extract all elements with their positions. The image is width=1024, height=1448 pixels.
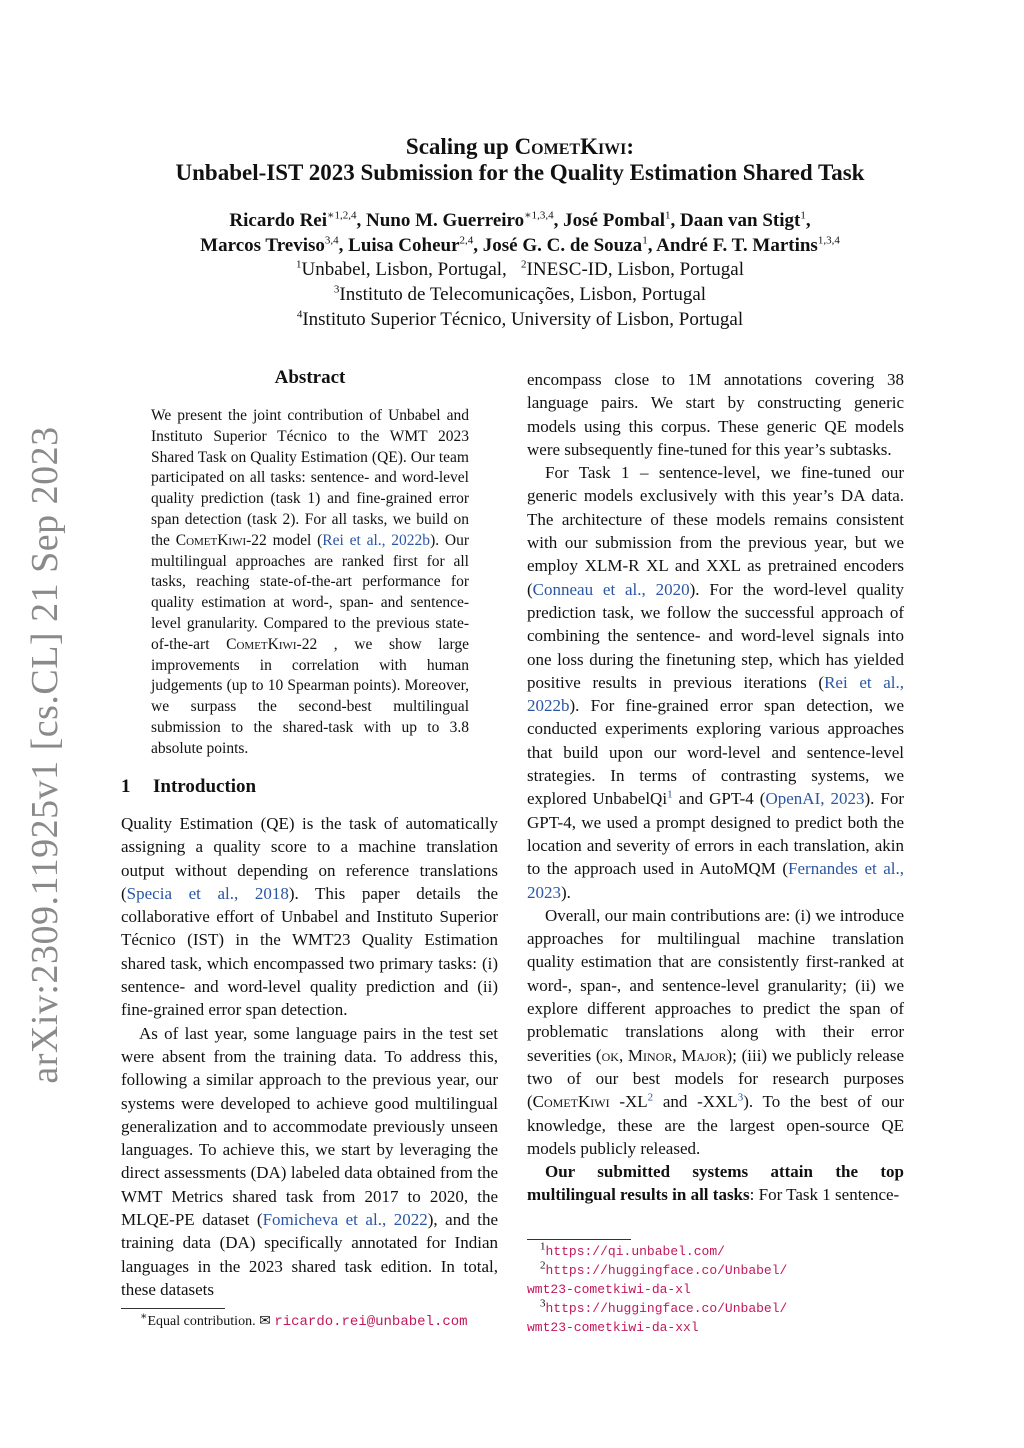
footnote-url-cont[interactable]: wmt23-cometkiwi-da-xxl [527,1320,699,1335]
section-number: 1 [121,776,131,797]
author: Marcos Treviso$^{3,4}$, [200,234,349,256]
model-name: CometKiwi-22 [175,531,267,549]
paragraph: encompass close to 1M annotations covering 38 language pairs. We start by constructing generic models using this corpus. These generic QE models were subsequently fine-tuned for this year’s subtasks. [527,370,904,459]
citation-link[interactable]: Rei et al., 2022b [527,672,904,716]
section-title: Introduction [153,776,257,797]
affiliation: $^3$Instituto de Telecomunicações, Lisbon, Portugal [333,283,707,305]
paragraph: For Task 1 – sentence-level, we fine-tuned our generic models exclusively with this year’s DA data. The architecture of these models remains consistent with our submission from the previous year, but we employ XLM-R XL and XXL as pretrained encoders (Conneau et al., 2020). For the word-level quality prediction task, we follow the successful approach of combining the sentence- and word-level signals into one loss during the finetuning step, which has yielded positive results in previous iterations (Rei et al., 2022b). For fine-grained error span detection, we conducted experiments exploring various approaches that build upon our word-level and sentence-level strategies. In terms of contrasting systems, we explored UnbabelQi$^1$ and GPT-4 (OpenAI, 2023). For GPT-4, we used a prompt designed to predict both the location and severity of errors in each translation, akin to the approach used in AutoMQM (Fernandes et al., 2023). [527,463,904,902]
author: André F. T. Martins$^{1,3,4}$ [656,234,840,256]
abstract-heading: Abstract [274,367,346,388]
citation-link[interactable]: Conneau et al., 2020 [532,579,690,599]
title-model-name: CometKiwi [514,134,627,159]
citation-link[interactable]: Fernandes et al., 2023 [527,859,904,902]
title-prefix: Scaling up [405,134,515,159]
affiliation: $^2$INESC-ID, Lisbon, Portugal [521,258,744,280]
paper-title-line2: Unbabel-IST 2023 Submission for the Quality Estimation Shared Task [175,160,865,185]
model-name: CometKiwi-22 [226,635,318,653]
footnote-rule [121,1308,225,1309]
citation-link[interactable]: Rei et al., 2022b [322,531,431,549]
author: Daan van Stigt$^1$, [680,209,811,231]
footnote: $^3$https://huggingface.co/Unbabel/ wmt23-cometkiwi-da-xxl [527,1297,788,1335]
section-heading-introduction [121,776,256,798]
footnote-url-cont[interactable]: wmt23-cometkiwi-da-xl [527,1282,691,1297]
footnote-marker[interactable]: 3 [737,1091,744,1104]
footnote: $^2$https://huggingface.co/Unbabel/ wmt23-cometkiwi-da-xl [527,1259,788,1297]
author-list [100,208,940,258]
citation-link[interactable]: OpenAI, 2023 [765,789,865,809]
intro-left-column [121,812,498,1301]
footnotes-urls [527,1242,907,1337]
author: Nuno M. Guerreiro$^{∗1,3,4}$, [366,209,564,231]
author: Luisa Coheur$^{2,4}$, [348,234,483,256]
footnote-url[interactable]: https://huggingface.co/Unbabel/ [545,1301,788,1316]
affiliation: $^4$Instituto Superior Técnico, University of Lisbon, Portugal [296,308,744,330]
envelope-icon: ✉ [259,1314,271,1329]
affiliations [100,257,940,332]
footnote-url[interactable]: https://qi.unbabel.com/ [545,1244,725,1259]
footnote-url[interactable]: https://huggingface.co/Unbabel/ [545,1263,788,1278]
email-link[interactable]: ricardo.rei@unbabel.com [274,1314,468,1330]
footnote-equal-contribution: ∗Equal contribution. ✉ ricardo.rei@unbabel.com [140,1310,468,1330]
paragraph: As of last year, some language pairs in the test set were absent from the training data. To address this, following a similar approach to the previous year, our systems were developed to achieve good multilingual generalization and to accommodate previously unseen languages. To achieve this, we start by leveraging the direct assessments (DA) labeled data obtained from the WMT Metrics shared task from 2017 to 2020, the MLQE-PE dataset (Fomicheva et al., 2022), and the training data (DA) specifically annotated for Indian languages in the 2023 shared task edition. In total, these datasets [121,1023,499,1299]
intro-right-column [527,368,904,1207]
title-suffix: : [626,134,635,159]
arxiv-stamp [15,426,75,1084]
author: José G. C. de Souza$^1$, [482,234,657,256]
footnote: $^1$https://qi.unbabel.com/ [540,1240,725,1259]
paragraph: Quality Estimation (QE) is the task of automatically assigning a quality score to a machine translation output without depending on reference translations (Specia et al., 2018). This paper details the collaborative effort of Unbabel and Instituto Superior Técnico (IST) in the WMT23 Quality Estimation shared task, which encompassed two primary tasks: (i) sentence- and word-level quality prediction and (ii) fine-grained error span detection. [121,814,498,1020]
abstract-body: We present the joint contribution of Unbabel and Instituto Superior Técnico to the WMT 2023 Shared Task on Quality Estimation (QE). Our team participated on all tasks: sentence- and word-level quality prediction (task 1) and fine-grained error span detection (task 2). For all tasks, we build on the CometKiwi-22 model (Rei et al., 2022b). Our multilingual approaches are ranked first for all tasks, reaching state-of-the-art performance for quality estimation at word-, span- and sentence-level granularity. Compared to the previous state-of-the-art CometKiwi-22 , we show large improvements in correlation with human judgements (up to 10 Spearman points). Moreover, we surpass the second-best multilingual submission to the shared-task with up to 3.8 absolute points. [151,407,469,757]
footnote-marker[interactable]: 2 [647,1091,654,1104]
citation-link[interactable]: Specia et al., 2018 [126,883,289,903]
affiliation: $^1$Unbabel, Lisbon, Portugal, [296,258,507,280]
arxiv-stamp-text: arXiv:2309.11925v1 [cs.CL] 21 Sep 2023 [24,426,66,1084]
footnote-marker[interactable]: 1 [667,788,673,801]
paragraph: Overall, our main contributions are: (i) we introduce approaches for multilingual machine translation quality estimation that are consistently first-ranked at word-, span-, and sentence-level granularity; (ii) we explore different approaches to predict the span of problematic translations along with their error severities (ok, Minor, Major); (iii) we publicly release two of our best models for research purposes (CometKiwi -XL$^2$ and -XXL$^3$). To the best of our knowledge, these are the largest open-source QE models publicly released. [527,905,904,1158]
author: Ricardo Rei$^{∗1,2,4}$, [229,209,366,231]
paragraph: Our submitted systems attain the top multilingual results in all tasks: For Task 1 sentence- [527,1162,904,1205]
citation-link[interactable]: Fomicheva et al., 2022 [262,1210,428,1230]
author: José Pombal$^1$, [563,209,680,231]
